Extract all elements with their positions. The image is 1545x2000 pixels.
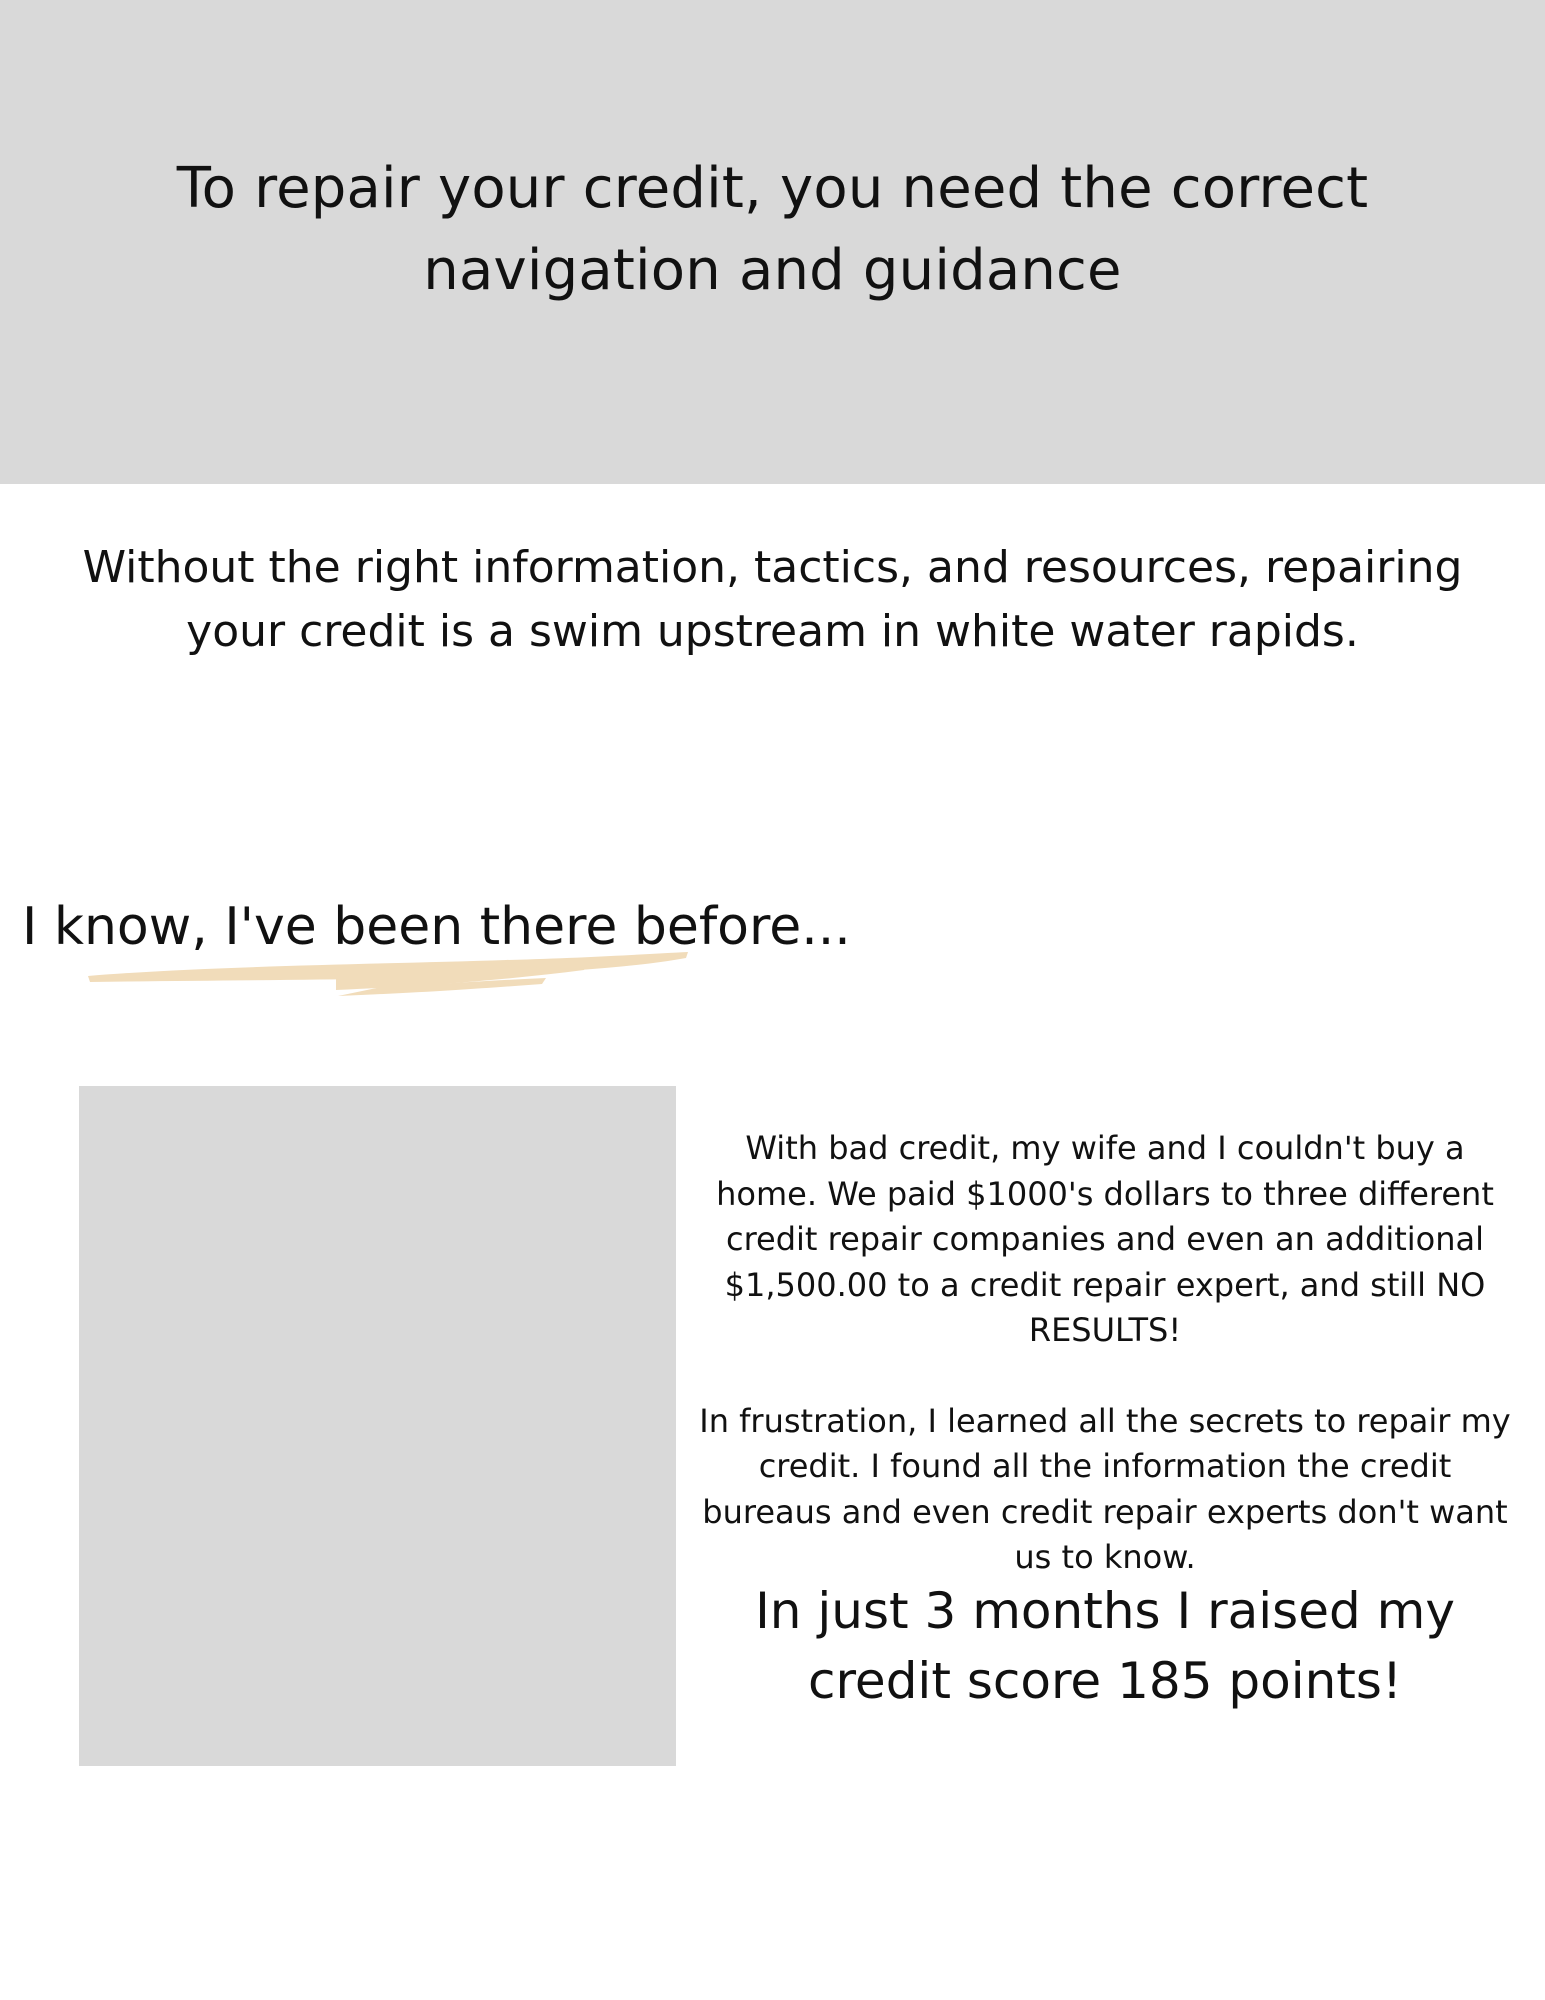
brush-underline: [86, 950, 690, 1004]
hero-title: To repair your credit, you need the correct navigation and guidance: [176, 156, 1369, 303]
hero-banner: [0, 0, 1545, 484]
story-text: [690, 1126, 1520, 1581]
intro-text: Without the right information, tactics, and resources, repairing your credit is a swim upstream in white water rapids.: [82, 542, 1463, 657]
photo-placeholder: [79, 1086, 676, 1766]
subheading: I know, I've been there before...: [22, 897, 851, 957]
result-highlight: In just 3 months I raised my credit score 185 points!: [755, 1582, 1455, 1710]
story-paragraph: With bad credit, my wife and I couldn't buy a home. We paid $1000's dollars to three different credit repair companies and even an additional $1,500.00 to a credit repair expert, and still NO RESULTS!: [716, 1129, 1494, 1349]
story-paragraph: In frustration, I learned all the secrets to repair my credit. I found all the information the credit bureaus and even credit repair experts don't want us to know.: [699, 1401, 1511, 1576]
